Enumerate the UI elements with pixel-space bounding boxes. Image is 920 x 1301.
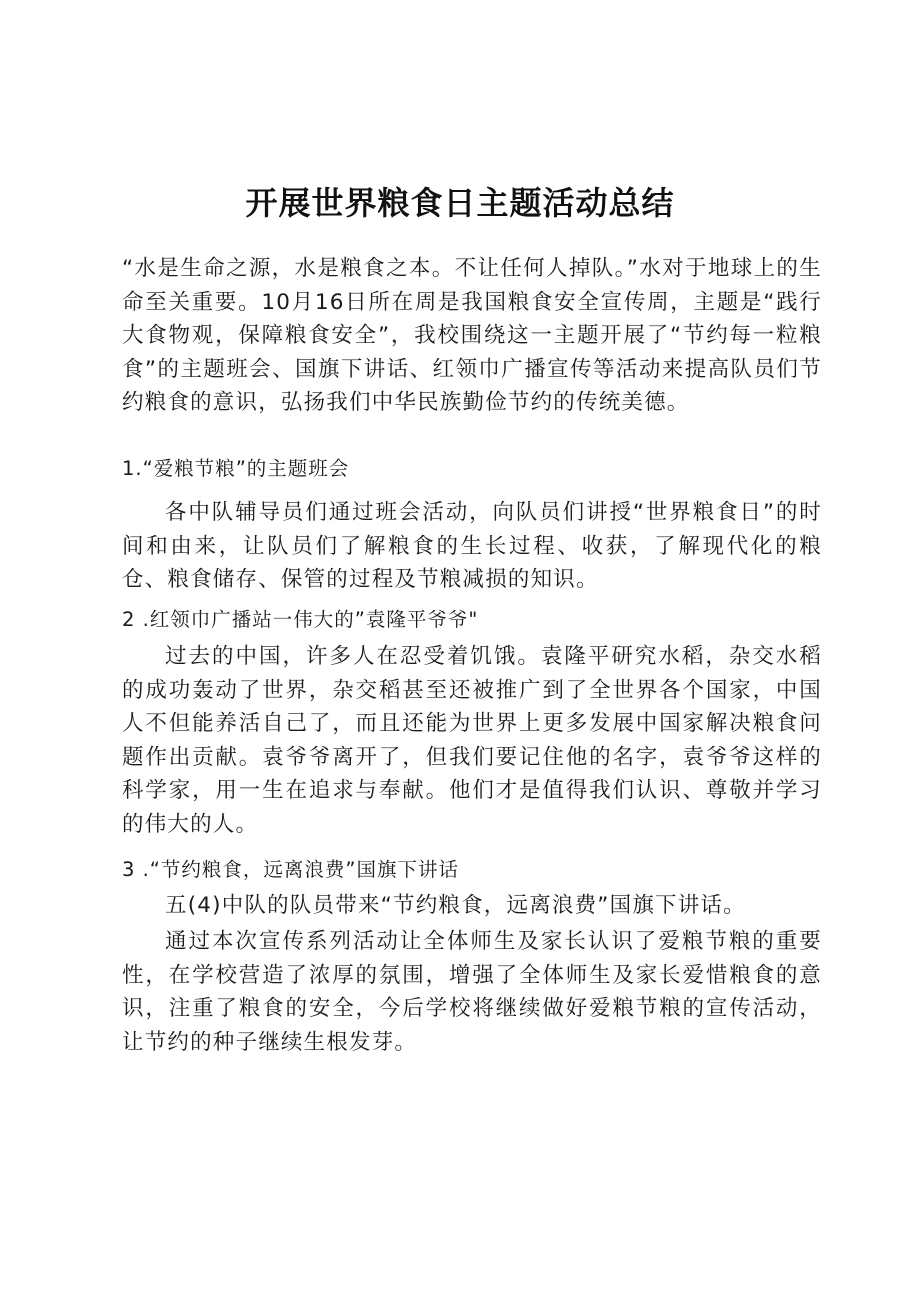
intro-paragraph: “水是生命之源，水是粮食之本。不让任何人掉队。”水对于地球上的生命至关重要。10月16日所在周是我国粮食安全宣传周，主题是“践行大食物观，保障粮食安全”，我校围绕这一主题开展了“节约每一粒粮食”的主题班会、国旗下讲话、红领巾广播宣传等活动来提高队员们节约粮食的意识，弘扬我们中华民族勤俭节约的传统美德。: [122, 256, 822, 416]
section-2-heading: 2 .红领巾广播站一伟大的”袁隆平爷爷": [122, 608, 479, 631]
conclusion-paragraph: 通过本次宣传系列活动让全体师生及家长认识了爱粮节粮的重要性，在学校营造了浓厚的氛围，增强了全体师生及家长爱惜粮食的意识，注重了粮食的安全，今后学校将继续做好爱粮节粮的宣传活动，让节约的种子继续生根发芽。: [122, 929, 822, 1055]
section-3-paragraph: 五(4)中队的队员带来“节约粮食，远离浪费”国旗下讲话。: [165, 893, 746, 918]
section-1-heading: 1.“爱粮节粮”的主题班会: [122, 457, 350, 480]
section-2-paragraph: 过去的中国，许多人在忍受着饥饿。袁隆平研究水稻，杂交水稻的成功轰动了世界，杂交稻甚至还被推广到了全世界各个国家，中国人不但能养活自己了，而且还能为世界上更多发展中国家解决粮食问题作出贡献。袁爷爷离开了，但我们要记住他的名字，袁爷爷这样的科学家，用一生在追求与奉献。他们才是值得我们认识、尊敬并学习的伟大的人。: [122, 644, 822, 837]
section-3-heading: 3 .“节约粮食，远离浪费”国旗下讲话: [122, 858, 460, 881]
document-title: 开展世界粮食日主题活动总结: [245, 184, 675, 222]
section-1-paragraph: 各中队辅导员们通过班会活动，向队员们讲授“世界粮食日”的时间和由来，让队员们了解粮食的生长过程、收获，了解现代化的粮仓、粮食储存、保管的过程及节粮减损的知识。: [122, 500, 822, 593]
